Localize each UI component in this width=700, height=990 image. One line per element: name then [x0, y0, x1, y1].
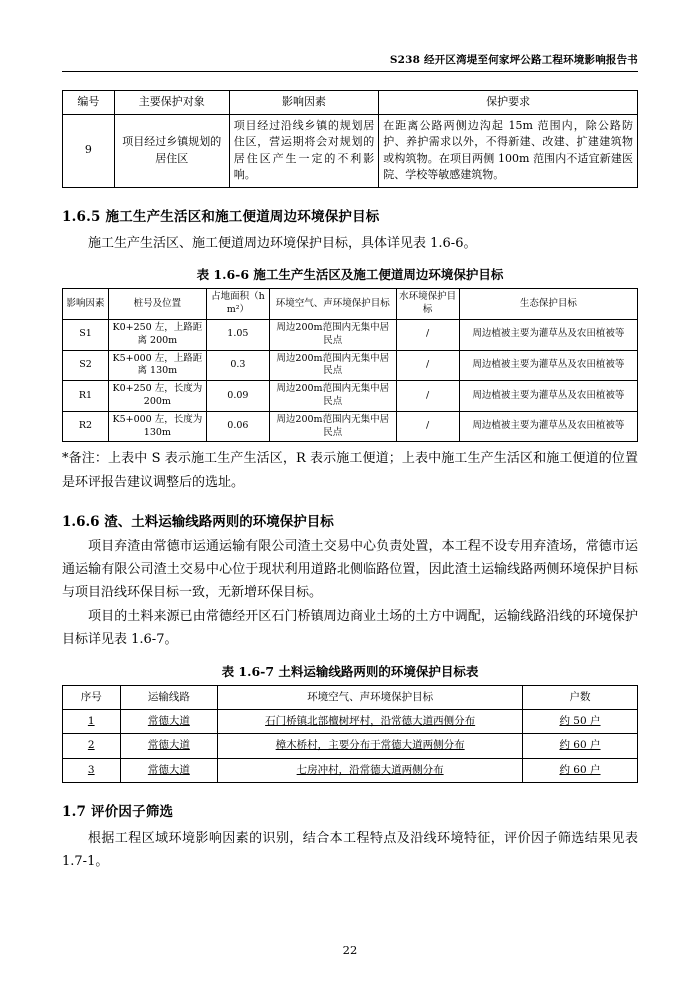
cell-no: 2 [63, 734, 121, 758]
cell-station: K5+000 左，长度为130m [109, 411, 207, 442]
paragraph-1-7: 根据工程区域环境影响因素的识别，结合本工程特点及沿线环境特征，评价因子筛选结果见表 1.7-1。 [62, 830, 638, 869]
cell-route: 常德大道 [120, 710, 218, 734]
col-no: 编号 [63, 91, 115, 115]
table-row [63, 350, 638, 381]
heading-text: 评价因子筛选 [91, 803, 174, 820]
table-header-row [63, 91, 638, 115]
heading-text: 渣、土料运输线路两则的环境保护目标 [104, 514, 334, 531]
col-no: 序号 [63, 685, 121, 709]
cell-requirement: 在距离公路两侧边沟起 15m 范围内，除公路防护、养护需求以外，不得新建、改建、扩建建筑物或构筑物。在项目两侧 100m 范围内不适宜新建医院、学校等敏感建筑物。 [379, 114, 638, 187]
table-row [63, 758, 638, 782]
cell-area: 1.05 [206, 319, 269, 350]
col-object: 主要保护对象 [114, 91, 229, 115]
table-row [63, 381, 638, 412]
cell-no: 3 [63, 758, 121, 782]
col-route: 运输线路 [120, 685, 218, 709]
cell-factor: R2 [63, 411, 109, 442]
cell-station: K0+250 左，长度为200m [109, 381, 207, 412]
cell-route: 常德大道 [120, 734, 218, 758]
col-target: 环境空气、声环境保护目标 [218, 685, 523, 709]
cell-object: 项目经过乡镇规划的居住区 [114, 114, 229, 187]
table-row [63, 734, 638, 758]
caption-table-1-6-6: 表 1.6-6 施工生产生活区及施工便道周边环境保护目标 [196, 267, 504, 283]
cell-households: 约 60 户 [523, 734, 638, 758]
cell-households: 约 60 户 [523, 758, 638, 782]
heading-number: 1.7 [62, 803, 87, 820]
table-header-row [63, 289, 638, 320]
heading-number: 1.6.5 [62, 208, 101, 225]
col-requirement: 保护要求 [379, 91, 638, 115]
cell-eco: 周边植被主要为灌草丛及农田植被等 [459, 381, 637, 412]
table-row [63, 411, 638, 442]
cell-water: / [396, 319, 459, 350]
table-1-6-7 [62, 685, 638, 783]
cell-area: 0.06 [206, 411, 269, 442]
cell-eco: 周边植被主要为灌草丛及农田植被等 [459, 319, 637, 350]
cell-households: 约 50 户 [523, 710, 638, 734]
col-factor: 影响因素 [229, 91, 379, 115]
cell-station: K0+250 左，上路距离 200m [109, 319, 207, 350]
col-station: 桩号及位置 [109, 289, 207, 320]
cell-water: / [396, 381, 459, 412]
cell-target: 七房冲村，沿常德大道两侧分布 [218, 758, 523, 782]
cell-route: 常德大道 [120, 758, 218, 782]
cell-station: K5+000 左，上路距离 130m [109, 350, 207, 381]
paragraph-1-6-5: 施工生产生活区、施工便道周边环境保护目标，具体详见表 1.6-6。 [88, 235, 477, 251]
col-eco: 生态保护目标 [459, 289, 637, 320]
table-protection-objects [62, 90, 638, 188]
heading-1-6-5 [62, 205, 638, 225]
cell-air-noise: 周边200m范围内无集中居民点 [270, 350, 397, 381]
cell-air-noise: 周边200m范围内无集中居民点 [270, 381, 397, 412]
cell-eco: 周边植被主要为灌草丛及农田植被等 [459, 350, 637, 381]
col-factor: 影响因素 [63, 289, 109, 320]
col-air-noise: 环境空气、声环境保护目标 [270, 289, 397, 320]
header-divider [62, 71, 638, 72]
cell-water: / [396, 350, 459, 381]
cell-no: 9 [63, 114, 115, 187]
caption-table-1-6-7: 表 1.6-7 土料运输线路两则的环境保护目标表 [221, 663, 479, 679]
cell-factor: R1 [63, 381, 109, 412]
cell-area: 0.09 [206, 381, 269, 412]
heading-text: 施工生产生活区和施工便道周边环境保护目标 [105, 208, 380, 225]
paragraph-1-6-6-b: 项目的土料来源已由常德经开区石门桥镇周边商业土场的土方中调配，运输线路沿线的环境保护目标详见表 1.6-7。 [62, 609, 638, 648]
cell-factor: S2 [63, 350, 109, 381]
col-area: 占地面积（hm²） [206, 289, 269, 320]
table-row [63, 319, 638, 350]
cell-factor: 项目经过沿线乡镇的规划居住区，营运期将会对规划的居住区产生一定的不利影响。 [229, 114, 379, 187]
cell-area: 0.3 [206, 350, 269, 381]
heading-1-7 [62, 800, 638, 820]
heading-1-6-6 [62, 510, 638, 530]
cell-eco: 周边植被主要为灌草丛及农田植被等 [459, 411, 637, 442]
cell-air-noise: 周边200m范围内无集中居民点 [270, 411, 397, 442]
note-table-1-6-6: *备注：上表中 S 表示施工生产生活区，R 表示施工便道；上表中施工生产生活区和施工便道的位置是环评报告建议调整后的选址。 [62, 451, 638, 490]
table-row [63, 114, 638, 187]
col-water: 水环境保护目标 [396, 289, 459, 320]
running-header: S238 经开区湾堤至何家坪公路工程环境影响报告书 [389, 54, 638, 66]
table-row [63, 710, 638, 734]
heading-number: 1.6.6 [62, 514, 100, 531]
cell-target: 樟木桥村，主要分布于常德大道两侧分布 [218, 734, 523, 758]
col-households: 户数 [523, 685, 638, 709]
table-1-6-6 [62, 288, 638, 442]
page-number: 22 [342, 943, 358, 957]
cell-water: / [396, 411, 459, 442]
cell-air-noise: 周边200m范围内无集中居民点 [270, 319, 397, 350]
cell-target: 石门桥镇北部檀树坪村，沿常德大道西侧分布 [218, 710, 523, 734]
paragraph-1-6-6-a: 项目弃渣由常德市运通运输有限公司渣土交易中心负责处置，本工程不设专用弃渣场，常德市运通运输有限公司渣土交易中心位于现状利用道路北侧临路位置，因此渣土运输线路两侧环境保护目标与项目沿线环保目标一致，无新增环保目标。 [62, 539, 638, 600]
table-header-row [63, 685, 638, 709]
cell-factor: S1 [63, 319, 109, 350]
cell-no: 1 [63, 710, 121, 734]
